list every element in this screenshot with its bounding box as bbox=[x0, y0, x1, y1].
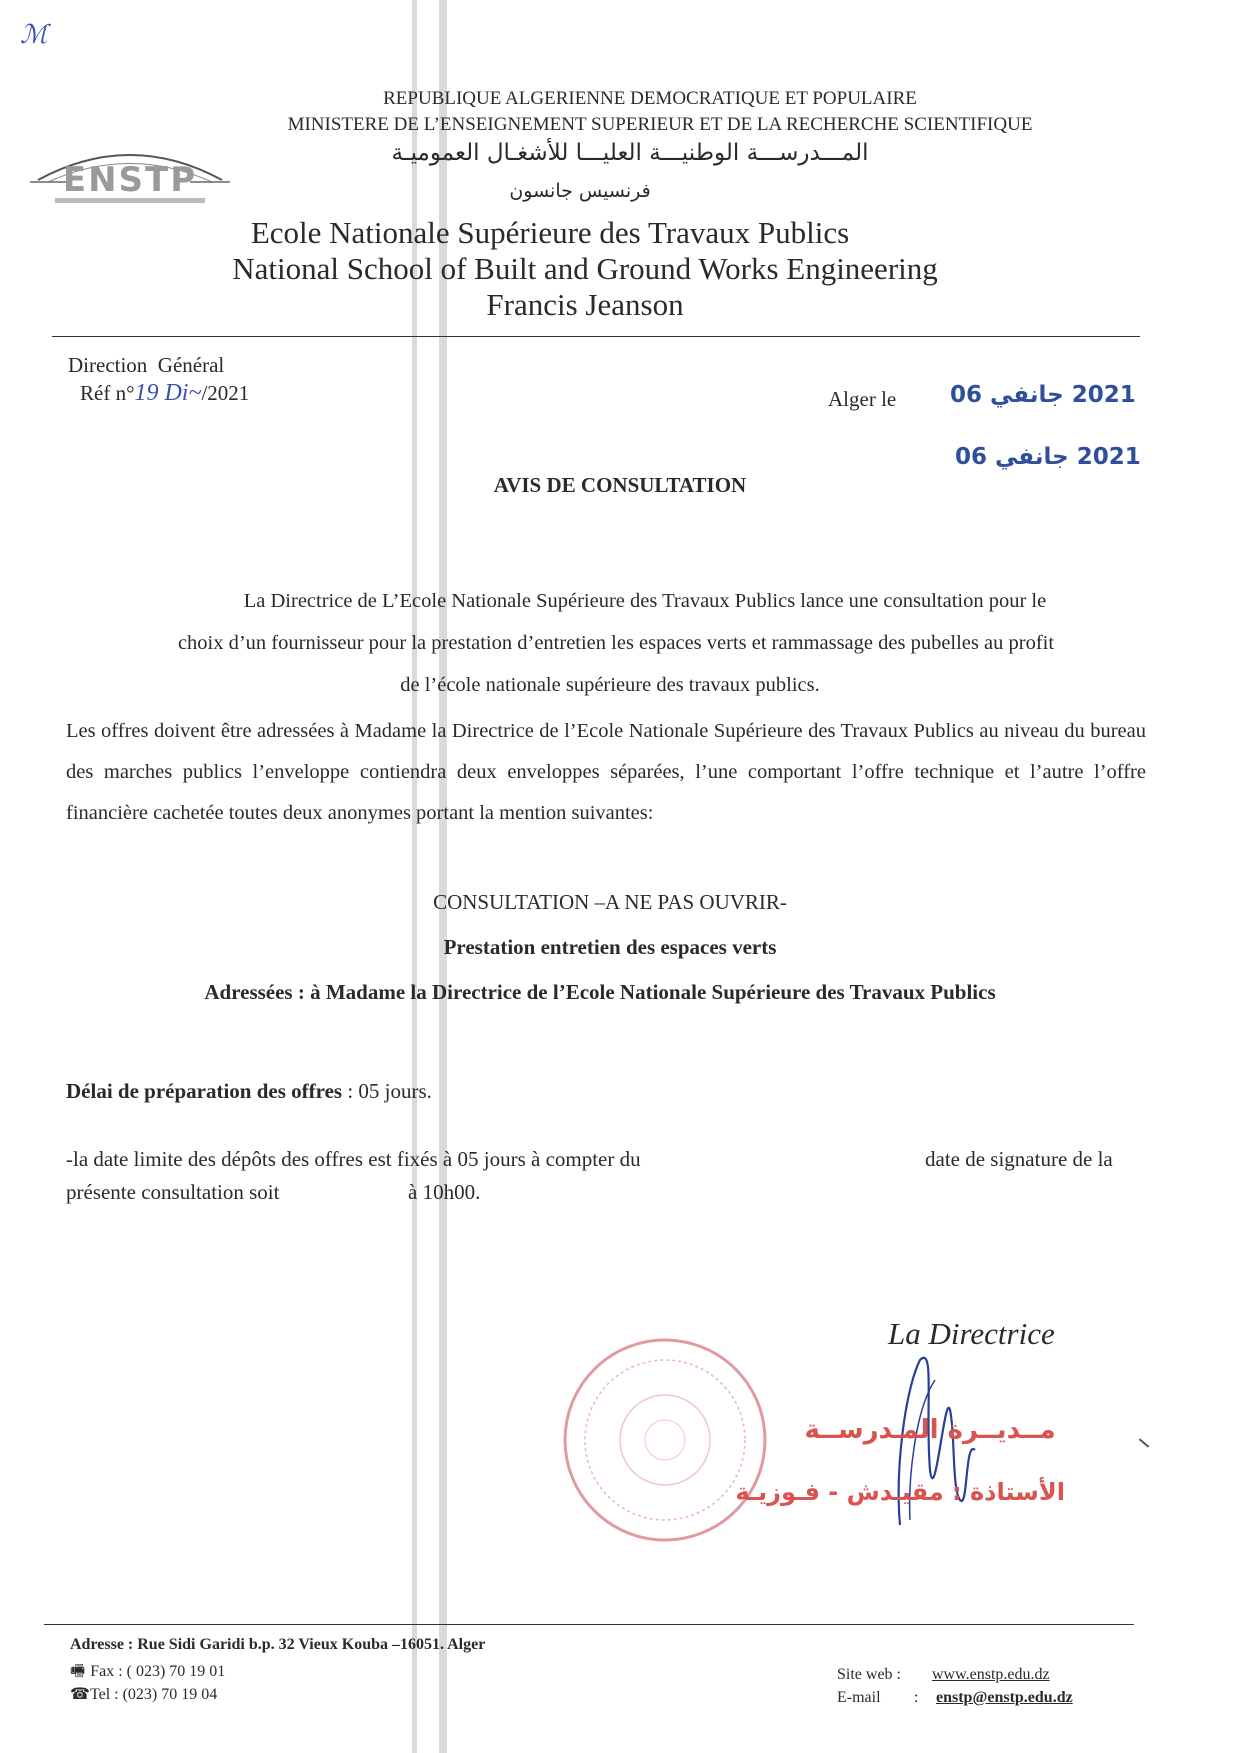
paragraph-1-line-1: La Directrice de L’Ecole Nationale Supérieure des Travaux Publics lance une consultation pour le bbox=[243, 590, 1047, 612]
mention-addressed: Adressées : à Madame la Directrice de l’Ecole Nationale Supérieure des Travaux Publics bbox=[204, 980, 996, 1004]
footer-fax-text: Fax : ( 023) 70 19 01 bbox=[90, 1663, 226, 1680]
reference-line bbox=[80, 380, 249, 407]
delay-value: : 05 jours. bbox=[342, 1079, 432, 1103]
mention-consultation: CONSULTATION –A NE PAS OUVRIR- bbox=[433, 890, 787, 914]
footer-email-label: E-mail bbox=[837, 1689, 881, 1706]
enstp-logo bbox=[30, 140, 230, 210]
date-stamp-2: 2021 جانفي 06 bbox=[955, 444, 1141, 470]
footer-site-link[interactable]: www.enstp.edu.dz bbox=[932, 1666, 1050, 1683]
signature-title: La Directrice bbox=[888, 1316, 1055, 1351]
location-label: Alger le bbox=[828, 387, 897, 411]
footer-fax bbox=[70, 1660, 225, 1687]
ref-handwritten: 19 Di~ bbox=[134, 380, 202, 406]
round-stamp-icon bbox=[560, 1335, 770, 1545]
footer-email-link[interactable]: enstp@enstp.edu.dz bbox=[936, 1689, 1073, 1706]
delay-label: Délai de préparation des offres bbox=[66, 1079, 343, 1103]
deadline-part-4: à 10h00. bbox=[408, 1180, 481, 1204]
header-arabic-school: المـــدرســـة الوطنيـــة العليـــا للأشغـال العموميـة bbox=[391, 140, 869, 166]
official-round-stamp bbox=[560, 1335, 770, 1545]
school-name-fr: Ecole Nationale Supérieure des Travaux Publics bbox=[250, 215, 850, 250]
direction-label: Direction Général bbox=[68, 353, 225, 377]
school-name-en: National School of Built and Ground Works Engineering bbox=[232, 251, 938, 286]
footer-tel bbox=[70, 1684, 217, 1704]
phone-icon: ☎ bbox=[70, 1684, 90, 1703]
paragraph-2: Les offres doivent être adressées à Madame la Directrice de l’Ecole Nationale Supérieure des Travaux Publics au niveau du bureau des marches publics l’enveloppe contiendra deux enveloppes séparées, l’une comportant l’offre technique et l’autre l’offre financière cachetée toutes deux anonymes portant la mention suivantes: bbox=[66, 720, 1146, 824]
date-stamp-1: 2021 جانفي 06 bbox=[950, 382, 1136, 408]
header-divider bbox=[52, 336, 1140, 337]
header-republic: REPUBLIQUE ALGERIENNE DEMOCRATIQUE ET POPULAIRE bbox=[383, 88, 917, 109]
footer-tel-text: Tel : (023) 70 19 04 bbox=[89, 1686, 218, 1703]
footer-site-label: Site web : bbox=[837, 1666, 901, 1683]
deadline-part-1: -la date limite des dépôts des offres est fixés à 05 jours à compter du bbox=[66, 1147, 641, 1171]
paragraph-1-line-3: de l’école nationale supérieure des travaux publics. bbox=[400, 674, 820, 696]
ref-prefix: Réf n° bbox=[80, 381, 135, 405]
paragraph-1-line-2: choix d’un fournisseur pour la prestation d’entretien les espaces verts et rammassage des pubelles au profit bbox=[177, 632, 1055, 654]
header-arabic-name: فرنسيس جانسون bbox=[509, 180, 651, 202]
header-ministry: MINISTERE DE L’ENSEIGNEMENT SUPERIEUR ET DE LA RECHERCHE SCIENTIFIQUE bbox=[287, 114, 1033, 135]
mention-prestation: Prestation entretien des espaces verts bbox=[443, 935, 777, 959]
school-name-francis: Francis Jeanson bbox=[486, 287, 684, 322]
footer-address: Adresse : Rue Sidi Garidi b.p. 32 Vieux Kouba –16051. Alger bbox=[70, 1636, 486, 1653]
scan-stray-mark bbox=[1139, 1438, 1149, 1447]
footer-email-sep: : bbox=[914, 1689, 919, 1706]
footer-divider bbox=[44, 1624, 1134, 1625]
scan-corner-mark: ℳ bbox=[20, 20, 48, 49]
ref-suffix: /2021 bbox=[201, 381, 250, 405]
delay-line bbox=[66, 1079, 432, 1104]
document-title: AVIS DE CONSULTATION bbox=[493, 473, 747, 497]
deadline-part-2: date de signature de la bbox=[925, 1147, 1113, 1171]
deadline-part-3: présente consultation soit bbox=[66, 1180, 280, 1204]
signature-stamp-line-1: مــديــرة المـدرســة bbox=[804, 1415, 1056, 1445]
logo-text: ENSTP bbox=[62, 160, 198, 200]
fax-icon: 🖷 bbox=[70, 1661, 91, 1680]
signature-stamp-line-2: الأستاذة : مقيـدش - فـوزيـة bbox=[735, 1478, 1065, 1506]
